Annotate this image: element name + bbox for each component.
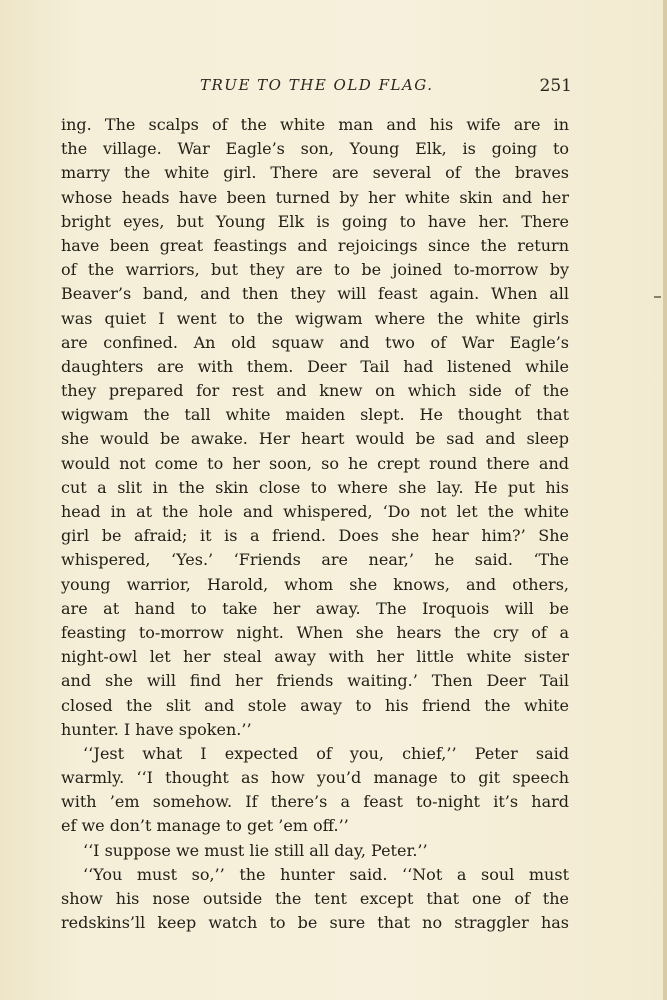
text-line: she would be awake. Her heart would be sad and sleep xyxy=(61,429,569,449)
text-line: would not come to her soon, so he crept round there and xyxy=(61,453,569,473)
text-line: girl be afraid; it is a friend. Does she hear him?’ She xyxy=(61,526,569,546)
text-line: whose heads have been turned by her white skin and her xyxy=(61,187,569,207)
text-line: closed the slit and stole away to his friend the white xyxy=(61,695,569,715)
page-header xyxy=(60,76,570,102)
page-number: 251 xyxy=(539,76,572,96)
text-line: wigwam the tall white maiden slept. He thought that xyxy=(61,405,569,425)
text-line: the village. War Eagle’s son, Young Elk, is going to xyxy=(61,139,569,159)
text-line: ‘‘You must so,’’ the hunter said. ‘‘Not a soul must xyxy=(83,864,569,884)
text-line: head in at the hole and whispered, ‘Do not let the white xyxy=(61,502,569,521)
page-edge xyxy=(663,0,667,1000)
text-line: are confined. An old squaw and two of War Eagle’s xyxy=(61,332,569,352)
margin-mark xyxy=(654,296,661,298)
text-line: are at hand to take her away. The Iroquois will be xyxy=(61,598,569,618)
text-line: cut a slit in the skin close to where she lay. He put his xyxy=(61,477,569,497)
text-line: have been great feastings and rejoicings since the return xyxy=(61,235,569,255)
text-line: young warrior, Harold, whom she knows, and others, xyxy=(61,574,569,594)
text-line: daughters are with them. Deer Tail had listened while xyxy=(61,356,569,376)
text-line: night-owl let her steal away with her little white sister xyxy=(61,647,569,667)
text-line: with ’em somehow. If there’s a feast to-night it’s hard xyxy=(61,792,569,812)
text-line: bright eyes, but Young Elk is going to have her. There xyxy=(61,211,569,231)
text-line: feasting to-morrow night. When she hears the cry of a xyxy=(61,622,569,642)
running-title: TRUE TO THE OLD FLAG. xyxy=(200,76,434,94)
text-line: whispered, ‘Yes.’ ‘Friends are near,’ he said. ‘The xyxy=(61,550,569,570)
text-line: ing. The scalps of the white man and his wife are in xyxy=(61,115,569,134)
text-line: of the warriors, but they are to be joined to-morrow by xyxy=(61,260,569,280)
text-line: ‘‘I suppose we must lie still all day, Peter.’’ xyxy=(83,840,428,860)
text-line: was quiet I went to the wigwam where the white girls xyxy=(61,308,569,328)
body-text xyxy=(61,113,569,935)
text-line: hunter. I have spoken.’’ xyxy=(61,719,252,739)
text-line: show his nose outside the tent except that one of the xyxy=(61,889,569,908)
text-line: Beaver’s band, and then they will feast again. When all xyxy=(61,284,569,304)
text-line: marry the white girl. There are several of the braves xyxy=(61,163,569,183)
text-line: warmly. ‘‘I thought as how you’d manage to git speech xyxy=(61,768,569,788)
text-line: and she will find her friends waiting.’ Then Deer Tail xyxy=(61,671,569,691)
text-line: ‘‘Jest what I expected of you, chief,’’ Peter said xyxy=(83,743,569,763)
text-line: ef we don’t manage to get ’em off.’’ xyxy=(61,816,349,836)
text-line: redskins’ll keep watch to be sure that no straggler has xyxy=(61,913,569,933)
text-line: they prepared for rest and knew on which side of the xyxy=(61,381,569,401)
